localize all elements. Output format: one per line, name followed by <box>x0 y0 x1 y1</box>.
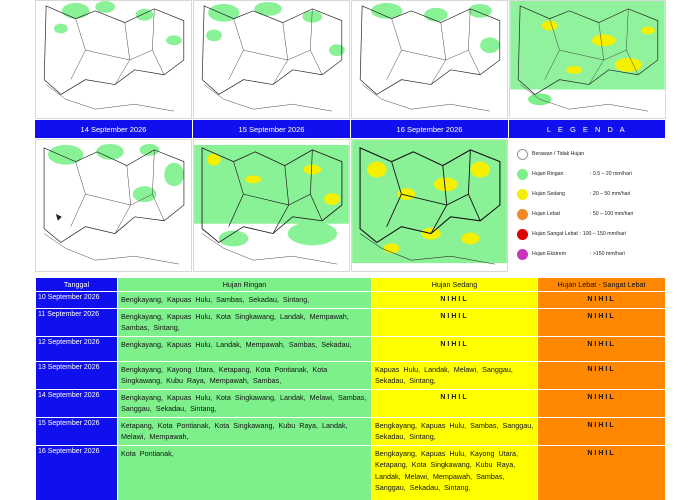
legend-label: Hujan Sangat Lebat <box>532 231 578 237</box>
header-hujan-sedang: Hujan Sedang <box>372 278 538 292</box>
row-date: 13 September 2026 <box>36 361 118 389</box>
legend-title: L E G E N D A <box>509 120 665 138</box>
legend-label: Hujan Sedang <box>532 191 565 197</box>
legend-item <box>509 227 626 241</box>
row-lebat <box>538 361 666 389</box>
legend-item <box>509 167 632 181</box>
row-lebat <box>538 417 666 445</box>
nihil-label: NIHIL <box>587 393 616 401</box>
header-date: Tanggal <box>36 278 118 292</box>
legend-range: : 0.5 – 20 mm/hari <box>590 171 632 177</box>
row-sedang <box>372 308 538 336</box>
row-sedang: Bengkayang, Kapuas Hulu, Sambas, Sanggau, Sekadau, Sintang, <box>372 417 538 445</box>
legend-swatch <box>517 169 528 180</box>
row-lebat <box>538 308 666 336</box>
legend-swatch <box>517 189 528 200</box>
legend-item <box>509 247 625 261</box>
legend-range: : 100 – 150 mm/hari <box>579 231 626 237</box>
row-lebat <box>538 389 666 417</box>
row-ringan: Kota Pontianak, <box>118 445 372 500</box>
legend-label: Berawan / Tidak Hujan <box>532 151 585 157</box>
map-16-september <box>351 139 508 272</box>
row-sedang <box>372 336 538 361</box>
nihil-label: NIHIL <box>587 449 616 457</box>
row-lebat <box>538 336 666 361</box>
row-ringan: Ketapang, Kota Pontianak, Kota Singkawang, Kubu Raya, Landak, Melawi, Mempawah, <box>118 417 372 445</box>
table-row <box>36 292 666 309</box>
legend-label: Hujan Ekstrem <box>532 251 567 257</box>
map-12-september <box>351 0 508 119</box>
legend-label: Hujan Ringan <box>532 171 564 177</box>
date-label-14-september: 14 September 2026 <box>35 120 192 138</box>
nihil-label: NIHIL <box>587 365 616 373</box>
row-date: 12 September 2026 <box>36 336 118 361</box>
map-14-september <box>35 139 192 272</box>
map-graphic <box>510 1 665 118</box>
row-date: 11 September 2026 <box>36 308 118 336</box>
row-date: 14 September 2026 <box>36 389 118 417</box>
header-hujan-lebat: Hujan Lebat - Sangat Lebat <box>538 278 666 292</box>
legend-swatch <box>517 209 528 220</box>
legend-swatch <box>517 249 528 260</box>
row-sedang <box>372 292 538 309</box>
legend-item <box>509 147 584 161</box>
legend-range: : 20 – 50 mm/hari <box>590 191 631 197</box>
table-row <box>36 308 666 336</box>
legend-label: Hujan Lebat <box>532 211 560 217</box>
table-row <box>36 389 666 417</box>
legend-item <box>509 187 630 201</box>
row-ringan: Bengkayang, Kayong Utara, Ketapang, Kota Pontianak, Kota Singkawang, Kubu Raya, Mempawah, Sambas, <box>118 361 372 389</box>
row-sedang <box>372 389 538 417</box>
map-graphic <box>194 140 349 271</box>
forecast-maps <box>35 0 665 272</box>
forecast-table <box>35 277 666 500</box>
nihil-label: NIHIL <box>440 296 469 303</box>
row-ringan: Bengkayang, Kapuas Hulu, Landak, Mempawah, Sambas, Sekadau, <box>118 336 372 361</box>
map-graphic <box>36 140 191 271</box>
map-10-september <box>35 0 192 119</box>
row-date: 16 September 2026 <box>36 445 118 500</box>
map-graphic <box>36 1 191 118</box>
table-row <box>36 361 666 389</box>
map-graphic <box>352 140 507 271</box>
legend-panel <box>509 139 666 274</box>
row-lebat <box>538 292 666 309</box>
legend-swatch <box>517 229 528 240</box>
header-hujan-ringan: Hujan Ringan <box>118 278 372 292</box>
legend-item <box>509 207 633 221</box>
nihil-label: NIHIL <box>587 421 616 429</box>
nihil-label: NIHIL <box>440 393 469 401</box>
nihil-label: NIHIL <box>440 312 469 320</box>
date-label-15-september: 15 September 2026 <box>193 120 350 138</box>
row-lebat <box>538 445 666 500</box>
row-sedang: Bengkayang, Kapuas Hulu, Kayong Utara, Ketapang, Kota Singkawang, Kubu Raya, Landak, Melawi, Mempawah, Sambas, Sanggau, Sekadau, Sintang, <box>372 445 538 500</box>
row-date: 10 September 2026 <box>36 292 118 309</box>
nihil-label: NIHIL <box>440 340 469 348</box>
table-row <box>36 417 666 445</box>
table-row <box>36 445 666 500</box>
row-ringan: Bengkayang, Kapuas Hulu, Sambas, Sekadau, Sintang, <box>118 292 372 309</box>
row-ringan: Bengkayang, Kapuas Hulu, Kota Singkawang, Landak, Melawi, Sambas, Sanggau, Sekadau, Sintang, <box>118 389 372 417</box>
date-label-16-september: 16 September 2026 <box>351 120 508 138</box>
legend-swatch <box>517 149 528 160</box>
map-graphic <box>352 1 507 118</box>
map-graphic <box>194 1 349 118</box>
nihil-label: NIHIL <box>587 296 616 303</box>
legend-range: : 50 – 100 mm/hari <box>590 211 634 217</box>
row-ringan: Bengkayang, Kapuas Hulu, Kota Singkawang, Landak, Mempawah, Sambas, Sintang, <box>118 308 372 336</box>
table-header-row <box>36 278 666 292</box>
map-13-september <box>509 0 666 119</box>
row-date: 15 September 2026 <box>36 417 118 445</box>
row-sedang: Kapuas Hulu, Landak, Melawi, Sanggau, Sekadau, Sintang, <box>372 361 538 389</box>
nihil-label: NIHIL <box>587 312 616 320</box>
nihil-label: NIHIL <box>587 340 616 348</box>
map-11-september <box>193 0 350 119</box>
table-row <box>36 336 666 361</box>
legend-range: : >150 mm/hari <box>590 251 625 257</box>
map-15-september <box>193 139 350 272</box>
